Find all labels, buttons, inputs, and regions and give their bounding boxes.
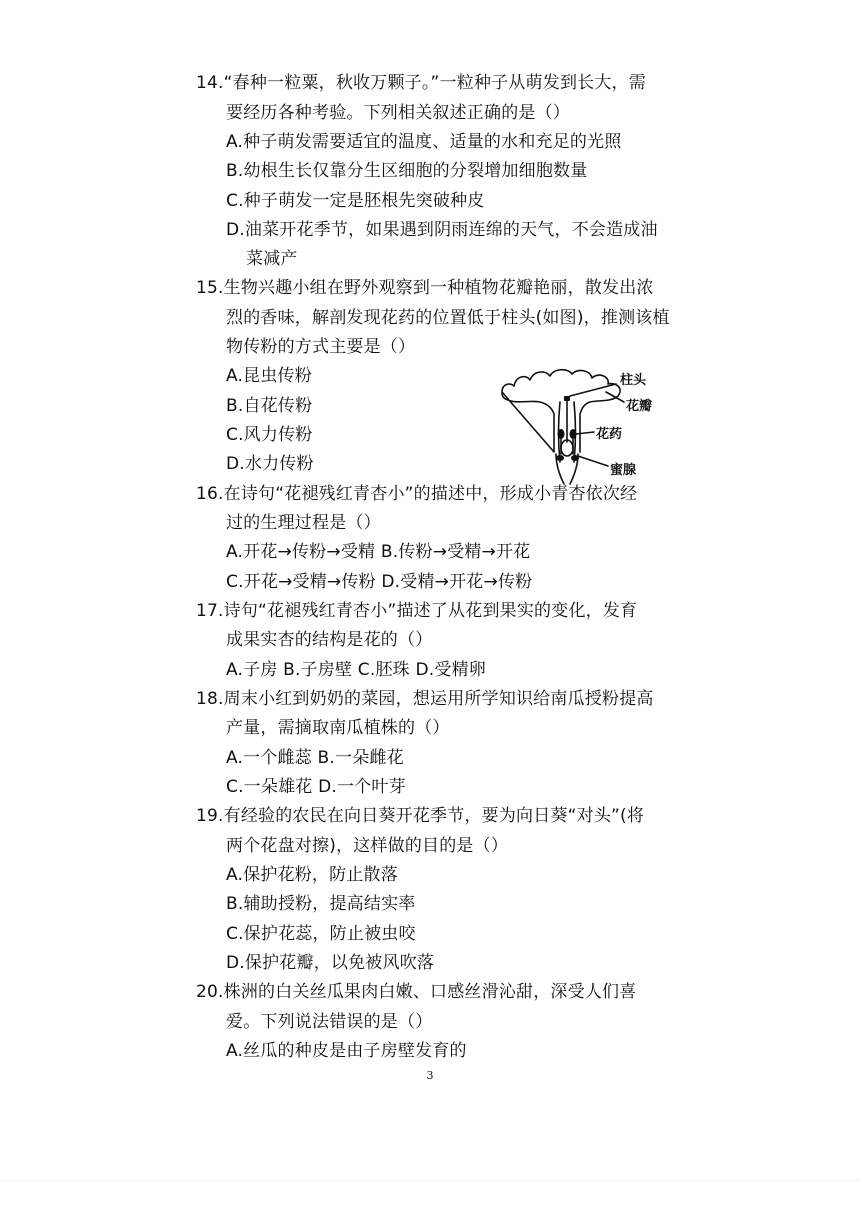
question-17-stem-line-1: 17.诗句“花褪残红青杏小”描述了从花到果实的变化，发育 — [196, 601, 638, 621]
question-16-stem-line-2: 过的生理过程是（） — [226, 513, 381, 533]
anther-mark-right — [570, 429, 577, 439]
question-16-stem-line-1: 16.在诗句“花褪残红青杏小”的描述中，形成小青杏依次经 — [196, 484, 638, 504]
question-16-options-line-1: A.开花→传粉→受精 B.传粉→受精→开花 — [226, 542, 531, 562]
question-19-option-d: D.保护花瓣，以免被风吹落 — [226, 953, 435, 973]
question-18-options-line-1: A.一个雌蕊 B.一朵雌花 — [226, 748, 404, 768]
nectary-mark-left — [556, 455, 564, 461]
question-14-option-c: C.种子萌发一定是胚根先突破种皮 — [226, 191, 485, 211]
question-18-stem-line-2: 产量，需摘取南瓜植株的（） — [226, 718, 450, 738]
question-14-option-b: B.幼根生长仅靠分生区细胞的分裂增加细胞数量 — [226, 161, 588, 181]
question-19-stem-line-2: 两个花盘对擦)，这样做的目的是（） — [226, 836, 509, 856]
question-17-stem-line-2: 成果实杏的结构是花的（） — [226, 630, 433, 650]
question-15-option-c: C.风力传粉 — [226, 425, 313, 445]
question-14-option-a: A.种子萌发需要适宜的温度、适量的水和充足的光照 — [226, 132, 622, 152]
question-18-options-line-2: C.一朵雄花 D.一个叶芽 — [226, 777, 406, 797]
question-14-stem-line-2: 要经历各种考验。下列相关叙述正确的是（） — [226, 103, 570, 123]
question-19-option-a: A.保护花粉，防止散落 — [226, 865, 398, 885]
nectary-mark-right — [571, 455, 579, 461]
label-stigma: 柱头 — [620, 373, 647, 388]
question-18-stem-line-1: 18.周末小红到奶奶的菜园，想运用所学知识给南瓜授粉提高 — [196, 689, 654, 709]
label-petal: 花瓣 — [626, 399, 653, 414]
question-15-stem-line-1: 15.生物兴趣小组在野外观察到一种植物花瓣艳丽，散发出浓 — [196, 278, 654, 298]
question-20-stem-line-1: 20.株洲的白关丝瓜果肉白嫩、口感丝滑沁甜，深受人们喜 — [196, 982, 637, 1002]
question-14-stem-line-1: 14.“春种一粒粟，秋收万颗子。”一粒种子从萌发到长大，需 — [196, 73, 646, 93]
question-15-option-b: B.自花传粉 — [226, 396, 313, 416]
question-15-option-a: A.昆虫传粉 — [226, 366, 312, 386]
question-14-option-d: D.油菜开花季节，如果遇到阴雨连绵的天气，不会造成油 — [226, 220, 658, 240]
flower-diagram — [498, 362, 688, 487]
label-nectary: 蜜腺 — [610, 463, 637, 478]
question-19-option-b: B.辅助授粉，提高结实率 — [226, 894, 416, 914]
question-14-option-d-cont: 菜减产 — [246, 249, 298, 269]
question-15-stem-line-2: 烈的香味，解剖发现花药的位置低于柱头(如图)，推测该植 — [226, 308, 670, 328]
question-15-stem-line-3: 物传粉的方式主要是（） — [226, 337, 416, 357]
anther-mark-left — [558, 429, 565, 439]
question-19-option-c: C.保护花蕊，防止被虫咬 — [226, 924, 416, 944]
question-20-option-a: A.丝瓜的种皮是由子房壁发育的 — [226, 1041, 467, 1061]
question-15-option-d: D.水力传粉 — [226, 454, 314, 474]
page-edge — [0, 1180, 860, 1181]
question-20-stem-line-2: 爱。下列说法错误的是（） — [226, 1012, 433, 1032]
question-19-stem-line-1: 19.有经验的农民在向日葵开花季节，要为向日葵“对头”(将 — [196, 806, 645, 826]
page-number: 3 — [426, 1069, 434, 1082]
label-anther: 花药 — [596, 427, 623, 442]
question-16-options-line-2: C.开花→受精→传粉 D.受精→开花→传粉 — [226, 572, 533, 592]
question-17-options: A.子房 B.子房壁 C.胚珠 D.受精卵 — [226, 660, 486, 680]
stigma-mark — [564, 396, 570, 401]
